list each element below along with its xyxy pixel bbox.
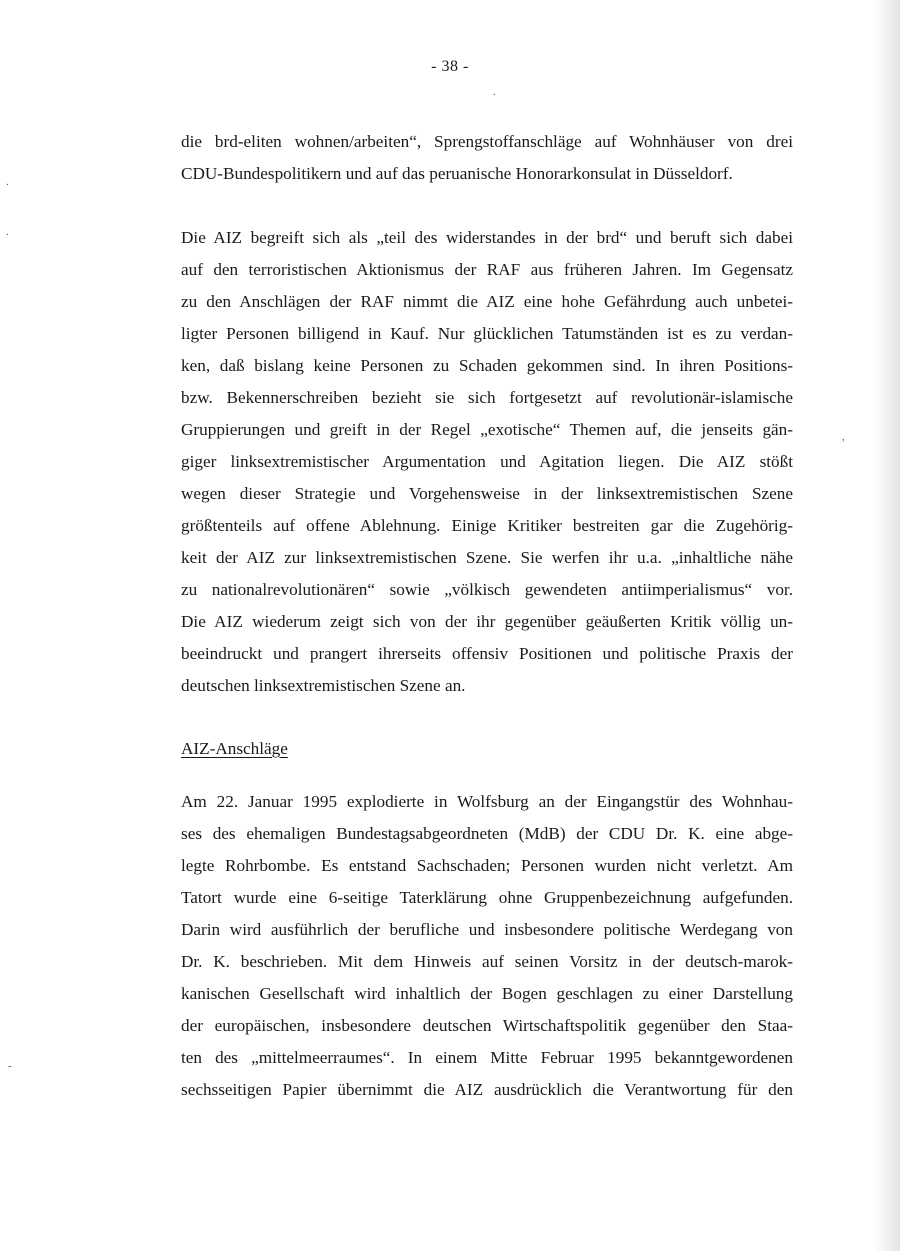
text-line: zu nationalrevolutionären“ sowie „völkisch gewendeten antiimperialismus“ vor. bbox=[181, 580, 793, 599]
text-line: zu den Anschlägen der RAF nimmt die AIZ eine hohe Gefährdung auch unbetei- bbox=[181, 292, 793, 311]
text-line: die brd-eliten wohnen/arbeiten“, Sprengstoffanschläge auf Wohnhäuser von drei bbox=[181, 132, 793, 151]
text-line: deutschen linksextremistischen Szene an. bbox=[181, 676, 466, 695]
paragraph-1 bbox=[181, 126, 793, 190]
text-line: Dr. K. beschrieben. Mit dem Hinweis auf seinen Vorsitz in der deutsch-marok- bbox=[181, 952, 793, 971]
text-line: ligter Personen billigend in Kauf. Nur glücklichen Tatumständen ist es zu verdan- bbox=[181, 324, 793, 343]
scan-speck: . bbox=[6, 176, 9, 188]
scan-speck: . bbox=[6, 226, 9, 238]
scan-speck: - bbox=[8, 1060, 12, 1072]
text-line: bzw. Bekennerschreiben bezieht sie sich fortgesetzt auf revolutionär-islamische bbox=[181, 388, 793, 407]
scan-speck: . bbox=[493, 86, 496, 98]
text-line: größtenteils auf offene Ablehnung. Einige Kritiker bestreiten gar die Zugehörig- bbox=[181, 516, 793, 535]
text-line: ken, daß bislang keine Personen zu Schaden gekommen sind. In ihren Positions- bbox=[181, 356, 793, 375]
section-heading: AIZ-Anschläge bbox=[181, 739, 288, 758]
text-line: Tatort wurde eine 6-seitige Taterklärung ohne Gruppenbezeichnung aufgefunden. bbox=[181, 888, 793, 907]
scan-speck: , bbox=[842, 431, 845, 443]
text-line: Am 22. Januar 1995 explodierte in Wolfsburg an der Eingangstür des Wohnhau- bbox=[181, 792, 793, 811]
text-line: wegen dieser Strategie und Vorgehensweise in der linksextremistischen Szene bbox=[181, 484, 793, 503]
text-line: sechsseitigen Papier übernimmt die AIZ ausdrücklich die Verantwortung für den bbox=[181, 1080, 793, 1099]
text-line: auf den terroristischen Aktionismus der RAF aus früheren Jahren. Im Gegensatz bbox=[181, 260, 793, 279]
text-line: ten des „mittelmeerraumes“. In einem Mitte Februar 1995 bekanntgewordenen bbox=[181, 1048, 793, 1067]
text-line: Darin wird ausführlich der berufliche und insbesondere politische Werdegang von bbox=[181, 920, 793, 939]
text-line: der europäischen, insbesondere deutschen Wirtschaftspolitik gegenüber den Staa- bbox=[181, 1016, 793, 1035]
text-line: Die AIZ wiederum zeigt sich von der ihr gegenüber geäußerten Kritik völlig un- bbox=[181, 612, 793, 631]
text-line: kanischen Gesellschaft wird inhaltlich der Bogen geschlagen zu einer Darstellung bbox=[181, 984, 793, 1003]
text-line: keit der AIZ zur linksextremistischen Szene. Sie werfen ihr u.a. „inhaltliche nähe bbox=[181, 548, 793, 567]
text-line: ses des ehemaligen Bundestagsabgeordneten (MdB) der CDU Dr. K. eine abge- bbox=[181, 824, 793, 843]
text-line: Die AIZ begreift sich als „teil des widerstandes in der brd“ und beruft sich dabei bbox=[181, 228, 793, 247]
page-number: - 38 - bbox=[431, 58, 469, 75]
paragraph-2 bbox=[181, 222, 793, 702]
paragraph-3 bbox=[181, 786, 793, 1106]
text-line: Gruppierungen und greift in der Regel „exotische“ Themen auf, die jenseits gän- bbox=[181, 420, 793, 439]
text-line: giger linksextremistischer Argumentation und Agitation liegen. Die AIZ stößt bbox=[181, 452, 793, 471]
text-line: beeindruckt und prangert ihrerseits offensiv Positionen und politische Praxis der bbox=[181, 644, 793, 663]
text-line: CDU-Bundespolitikern und auf das peruanische Honorarkonsulat in Düsseldorf. bbox=[181, 164, 733, 183]
text-line: legte Rohrbombe. Es entstand Sachschaden; Personen wurden nicht verletzt. Am bbox=[181, 856, 793, 875]
